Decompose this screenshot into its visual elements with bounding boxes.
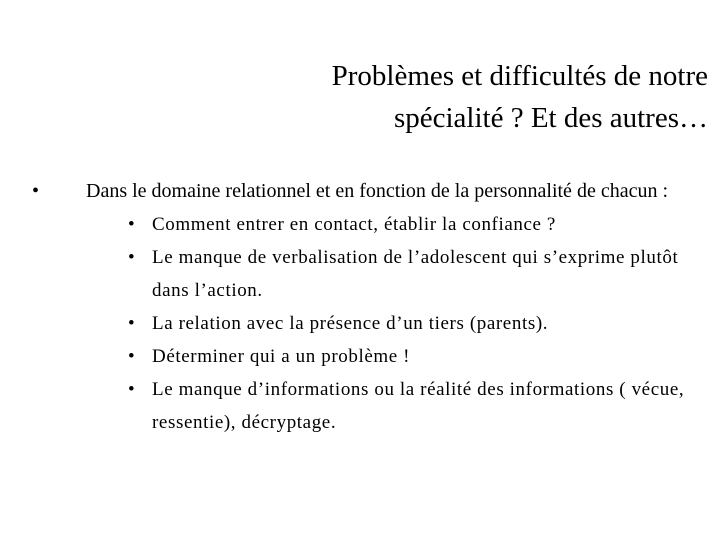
bullet-icon: • [128,247,136,268]
sub-bullet-text: Le manque d’informations ou la réalité des informations ( vécue, ressentie), décryptage. [152,379,685,433]
sub-bullet-text: Déterminer qui a un problème ! [152,346,411,367]
main-bullet-text: Dans le domaine relationnel et en fonction de la personnalité de chacun : [86,180,669,202]
main-bullet [30,178,700,204]
bullet-icon: • [128,313,136,334]
slide-title [148,55,708,139]
bullet-icon: • [128,214,136,235]
sub-bullet-text: Le manque de verbalisation de l’adolescent qui s’exprime plutôt dans l’action. [152,247,679,301]
slide-title-line-1: Problèmes et difficultés de notre [331,60,708,93]
sub-bullet-item [30,340,700,373]
slide-body [30,178,700,439]
bullet-icon: • [128,346,136,367]
sub-bullet-item [30,373,700,439]
sub-bullet-list [30,208,700,439]
sub-bullet-item [30,241,700,307]
sub-bullet-item [30,208,700,241]
slide-title-line-2: spécialité ? Et des autres… [393,102,708,135]
sub-bullet-item [30,307,700,340]
sub-bullet-text: Comment entrer en contact, établir la confiance ? [152,214,556,235]
bullet-icon: • [128,379,136,400]
bullet-icon: • [32,180,40,202]
sub-bullet-text: La relation avec la présence d’un tiers (parents). [152,313,549,334]
